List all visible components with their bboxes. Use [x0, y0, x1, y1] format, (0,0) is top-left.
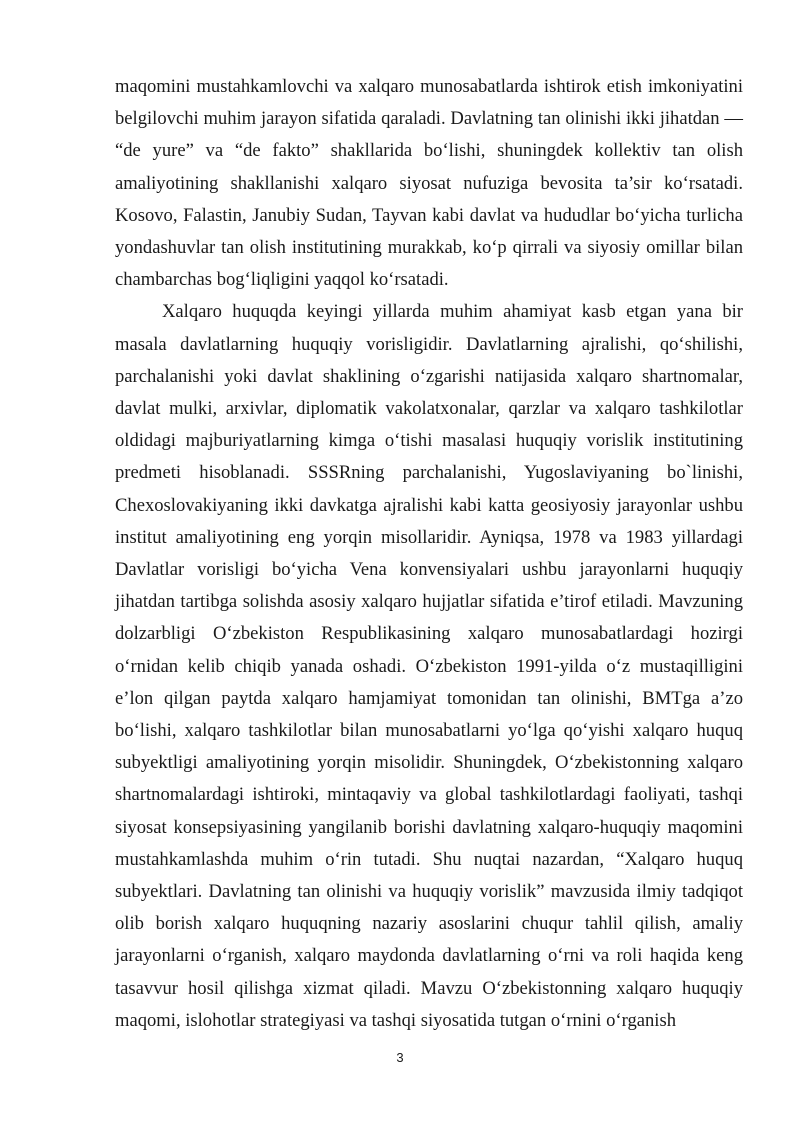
paragraph-continuation: maqomini mustahkamlovchi va xalqaro munosabatlarda ishtirok etish imkoniyatini belgilovchi muhim jarayon sifatida qaraladi. Davlatning tan olinishi ikki jihatdan — “de yure” va “de fakto” shakllarida bo‘lishi, shuningdek kollektiv tan olish amaliyotining shakllanishi xalqaro siyosat nufuziga bevosita ta’sir ko‘rsatadi. Kosovo, Falastin, Janubiy Sudan, Tayvan kabi davlat va hududlar bo‘yicha turlicha yondashuvlar tan olish institutining murakkab, ko‘p qirrali va siyosiy omillar bilan chambarchas bog‘liqligini yaqqol ko‘rsatadi.: [115, 76, 743, 291]
body-text: [115, 71, 743, 1037]
paragraph-succession: Xalqaro huquqda keyingi yillarda muhim ahamiyat kasb etgan yana bir masala davlatlarning huquqiy vorisligidir. Davlatlarning ajralishi, qo‘shilishi, parchalanishi yoki davlat shaklining o‘zgarishi natijasida xalqaro shartnomalar, davlat mulki, arxivlar, diplomatik vakolatxonalar, qarzlar va xalqaro tashkilotlar oldidagi majburiyatlarning kimga o‘tishi masalasi huquqiy vorislik institutining predmeti hisoblanadi. SSSRning parchalanishi, Yugoslaviyaning bo`linishi, Chexoslovakiyaning ikki davkatga ajralishi kabi katta geosiyosiy jarayonlar ushbu institut amaliyotining eng yorqin misollaridir. Ayniqsa, 1978 va 1983 yillardagi Davlatlar vorisligi bo‘yicha Vena konvensiyalari ushbu jarayonlarni huquqiy jihatdan tartibga solishda asosiy xalqaro hujjatlar sifatida e’tirof etiladi. Mavzuning dolzarbligi O‘zbekiston Respublikasining xalqaro munosabatlardagi hozirgi o‘rnidan kelib chiqib yanada oshadi. O‘zbekiston 1991-yilda o‘z mustaqilligini e’lon qilgan paytda xalqaro hamjamiyat tomonidan tan olinishi, BMTga a’zo bo‘lishi, xalqaro tashkilotlar bilan munosabatlarni yo‘lga qo‘yishi xalqaro huquq subyektligi amaliyotining yorqin misolidir. Shuningdek, O‘zbekistonning xalqaro shartnomalardagi ishtiroki, mintaqaviy va global tashkilotlardagi faoliyati, tashqi siyosat konsepsiyasining yangilanib borishi davlatning xalqaro-huquqiy maqomini mustahkamlashda muhim o‘rin tutadi. Shu nuqtai nazardan, “Xalqaro huquq subyektlari. Davlatning tan olinishi va huquqiy vorislik” mavzusida ilmiy tadqiqot olib borish xalqaro huquqning nazariy asoslarini chuqur tahlil qilish, amaliy jarayonlarni o‘rganish, xalqaro maydonda davlatlarning o‘rni va roli haqida keng tasavvur hosil qilishga xizmat qiladi. Mavzu O‘zbekistonning xalqaro huquqiy maqomi, islohotlar strategiyasi va tashqi siyosatida tutgan o‘rnini o‘rganish: [115, 301, 743, 1031]
page-number: 3: [396, 1050, 404, 1065]
